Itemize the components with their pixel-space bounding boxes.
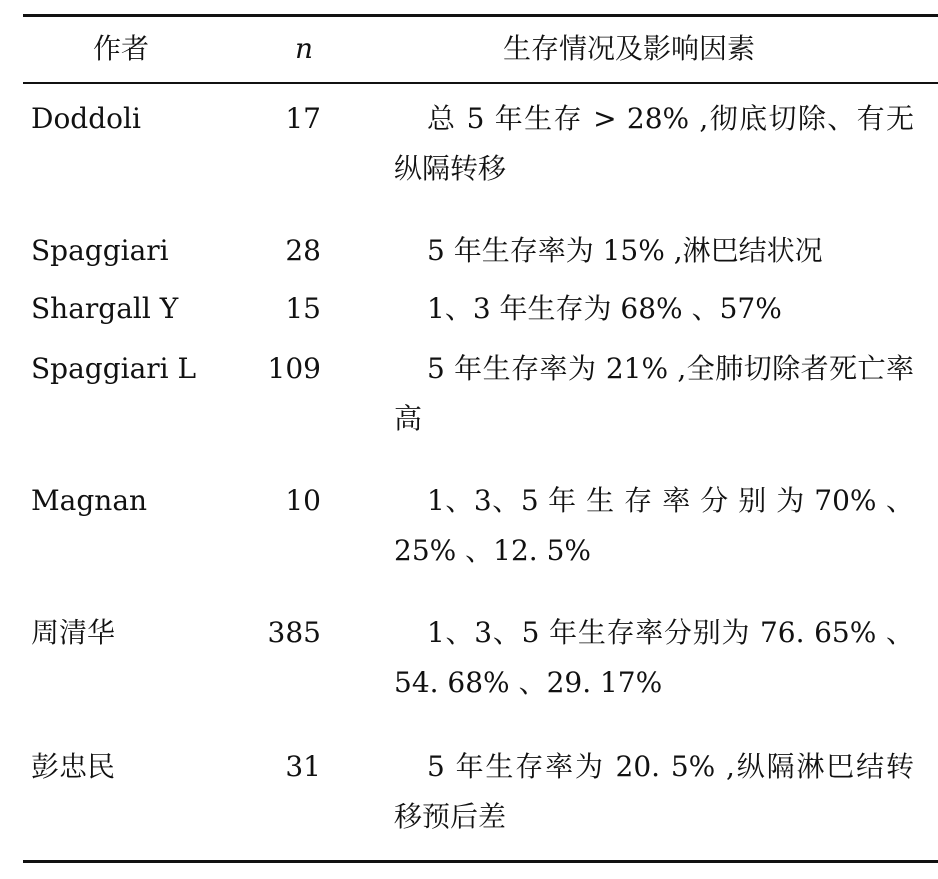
survival-table [23, 0, 938, 879]
column-header-n: n [295, 32, 314, 65]
cell-author: Spaggiari [31, 234, 169, 267]
table-top-rule [23, 14, 938, 17]
column-header-author: 作者 [93, 32, 150, 65]
cell-author: Shargall Y [31, 292, 179, 325]
column-header-survival: 生存情况及影响因素 [503, 32, 756, 65]
cell-author: Magnan [31, 484, 148, 517]
cell-author: Doddoli [31, 102, 141, 135]
cell-author: 周清华 [31, 616, 116, 649]
cell-n: 17 [285, 102, 321, 135]
cell-n: 31 [285, 750, 321, 783]
cell-survival: 5 年生存率为 20. 5% ,纵隔淋巴结转移预后差 [394, 750, 914, 833]
table-bottom-rule [23, 860, 938, 863]
cell-survival: 1、3 年生存为 68% 、57% [427, 292, 782, 325]
cell-n: 385 [267, 616, 321, 649]
cell-author: Spaggiari L [31, 352, 197, 385]
cell-n: 10 [285, 484, 321, 517]
cell-n: 109 [267, 352, 321, 385]
cell-survival: 总 5 年生存 > 28% ,彻底切除、有无纵隔转移 [394, 102, 914, 185]
cell-survival: 1、3、5 年 生 存 率 分 别 为 70% 、25% 、12. 5% [394, 484, 914, 567]
cell-survival: 1、3、5 年生存率分别为 76. 65% 、54. 68% 、29. 17% [394, 616, 914, 699]
cell-n: 28 [285, 234, 321, 267]
cell-survival: 5 年生存率为 21% ,全肺切除者死亡率高 [394, 352, 914, 435]
table-header-rule [23, 82, 938, 84]
cell-n: 15 [285, 292, 321, 325]
cell-survival: 5 年生存率为 15% ,淋巴结状况 [427, 234, 823, 267]
cell-author: 彭忠民 [31, 750, 116, 783]
